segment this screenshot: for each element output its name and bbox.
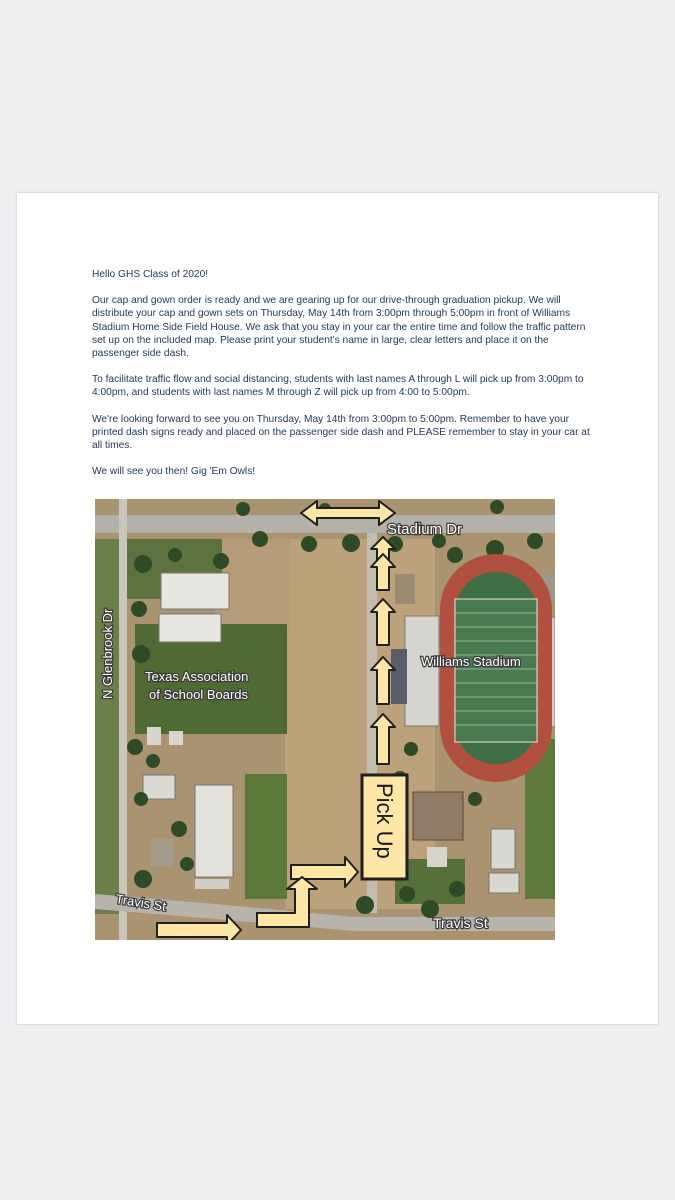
paragraph-pickup-details: Our cap and gown order is ready and we are gearing up for our drive-through graduation pickup. We will distribute your cap and gown sets on Thursday, May 14th from 3:00pm through 5:00pm in front of Williams Stadium Home Side Field House. We ask that you stay in your car the entire time and follow the traffic pattern set up on the included map. Please print your student's name in large, clear letters and place it on the passenger side dash. [92, 295, 586, 360]
paragraph-reminder: We're looking forward to see you on Thursday, May 14th from 3:00pm to 5:00pm. Remember to have your printed dash signs ready and placed on the passenger side dash and PLEASE remember to stay in your car at all times. [92, 413, 590, 452]
travis-st-right-label: Travis St [433, 915, 488, 931]
texas-association-label-line1: Texas Association [145, 669, 249, 684]
texas-association-label-line2: of School Boards [149, 687, 249, 702]
closing: We will see you then! Gig 'Em Owls! [92, 466, 256, 478]
greeting: Hello GHS Class of 2020! [92, 269, 209, 280]
pickup-label: Pick Up [372, 783, 397, 859]
map-image [95, 499, 555, 940]
williams-stadium-label: Williams Stadium [421, 654, 521, 669]
travis-st-left-label: Travis St [114, 891, 168, 914]
stadium-dr-label: Stadium Dr [387, 521, 463, 538]
letter-body [92, 268, 592, 491]
glenbrook-dr-label: N Glenbrook Dr [100, 608, 115, 699]
glenbrook-dr-road [119, 499, 127, 940]
document-page [17, 193, 658, 1024]
paragraph-schedule: To facilitate traffic flow and social distancing, students with last names A through L will pick up from 3:00pm to 4:00pm, and students with last names M through Z will pick up from 4:00 to 5:00pm. [92, 374, 584, 399]
traffic-map [95, 499, 555, 940]
